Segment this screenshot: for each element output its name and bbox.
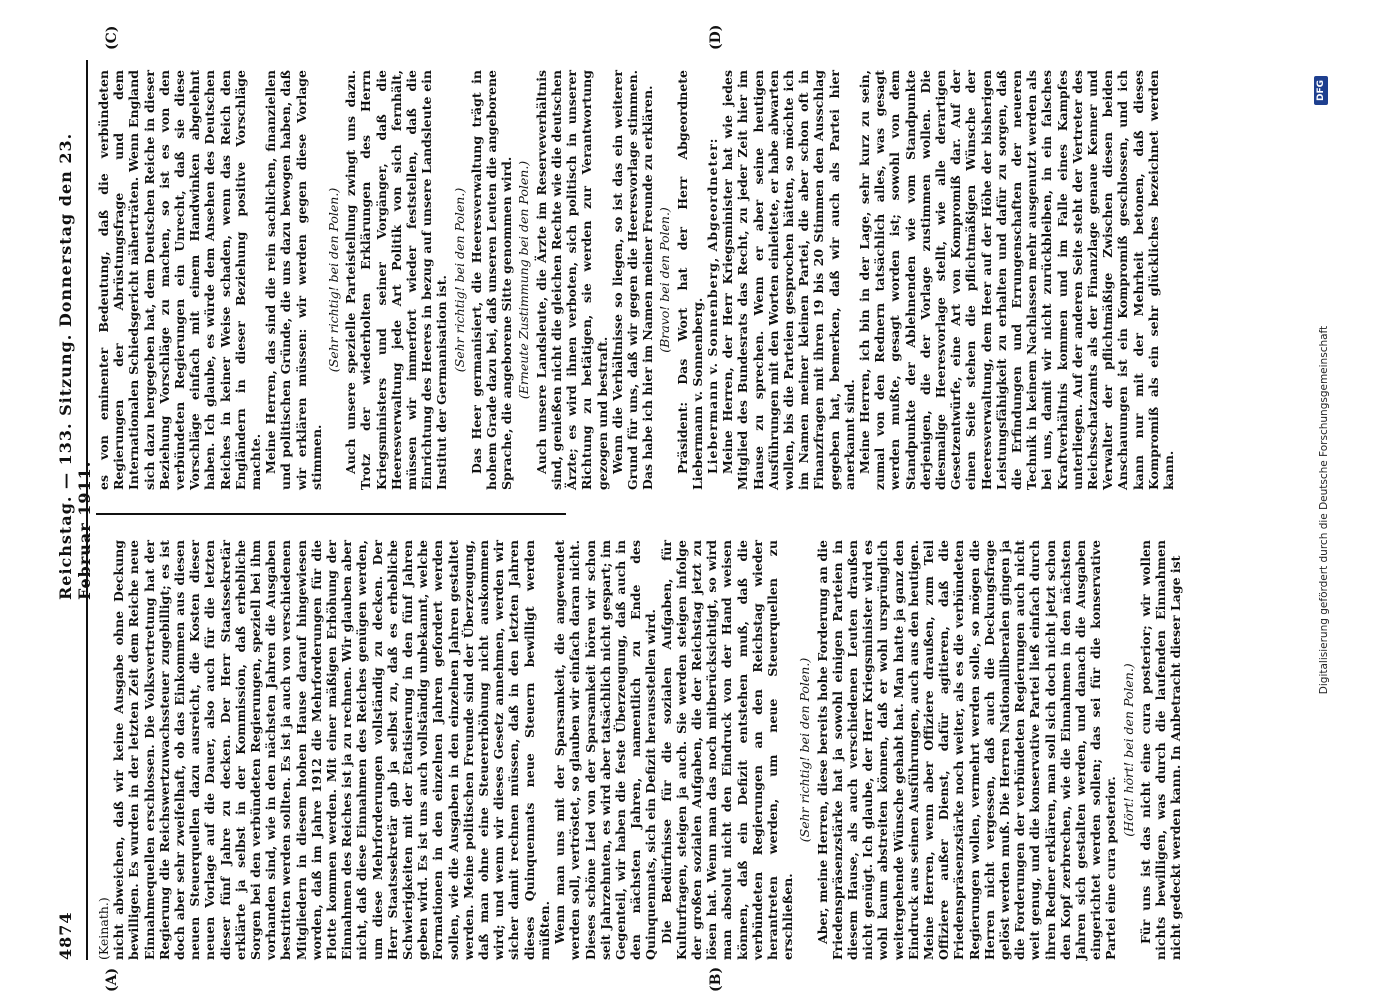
president-statement: Präsident: Das Wort hat der Herr Abgeordnete Liebermann v. Sonnenberg. xyxy=(674,70,705,490)
paragraph: Auch unsere spezielle Parteistellung zwingt uns dazu. Trotz der wiederholten Erklärungen des Herrn Kriegsministers und seiner Vorgänger, daß die Heeresverwaltung jede Art Politik von sich fernhält, müssen wir immerfort wieder feststellen, daß die Einrichtung des Heeres in bezug auf unsere Landsleute ein Institut der Germanisation ist. xyxy=(343,70,450,490)
paragraph: Wenn man uns mit der Sparsamkeit, die angewendet werden soll, vertröstet, so glauben wir einfach daran nicht. Dieses schöne Lied von der Sparsamkeit hören wir schon seit Jahrzehnten, es wird aber tatsächlich nicht gespart; im Gegenteil, wir haben die feste Überzeugung, daß auch in den nächsten Jahren, namentlich zu Ende des Quinquennats, sich ein Defizit herausstellen wird. xyxy=(552,540,659,960)
interjection: (Hört! hört! bei den Polen.) xyxy=(1120,663,1136,837)
interjection: (Sehr richtig! bei den Polen.) xyxy=(797,657,813,843)
paragraph: Wenn die Verhältnisse so liegen, so ist das ein weiterer Grund für uns, daß wir gegen die Heeresvorlage stimmen. Das habe ich hier im Namen meiner Freunde zu erklären. xyxy=(609,70,656,490)
dfg-logo: DFG xyxy=(1314,76,1328,105)
interjection: (Sehr richtig! bei den Polen.) xyxy=(326,187,342,373)
digitization-credit: Digitalisierung gefördert durch die Deutsche Forschungsgemeinschaft xyxy=(1318,325,1330,695)
paragraph: Meine Herren, der Herr Kriegsminister hat wie jedes Mitglied des Bundesrats das Recht, zu jeder Zeit hier im Hause zu sprechen. Wenn er aber seine heutigen Ausführungen mit den Worten einleitete, er habe abwarten wollen, bis die Parteien gesprochen hätten, so möchte ich im Namen meiner kleinen Partei, die aber schon oft in Finanzfragen mit ihren 19 bis 20 Stimmen den Ausschlag gegeben hat, bemerken, daß wir auch als Partei hier anerkannt sind. xyxy=(720,70,857,490)
paragraph: nicht abweichen, daß wir keine Ausgabe ohne Deckung bewilligen. Es wurden in der letzten Zeit dem Reiche neue Einnahmequellen erschlossen. Die Volksvertretung hat der Regierung die Reichswertzuwachssteuer zugebilligt; es ist doch aber sehr zweifelhaft, ob das Einkommen aus diesen neuen Steuerquellen dazu ausreicht, die Kosten dieser neuen Vorlage auf die Dauer, also auch für die letzten dieser fünf Jahre zu decken. Der Herr Staatssekretär erklärte ja selbst in der Kommission, daß erhebliche Sorgen bei den verbündeten Regierungen, speziell bei ihm vorhanden sind, wie in den nächsten Jahren die Ausgaben bestritten werden sollten. Es ist ja auch von verschiedenen Mitgliedern in diesem hohen Hause darauf hingewiesen worden, daß im Jahre 1912 die Mehrforderungen für die Flotte kommen werden. Mit einer mäßigen Erhöhung der Einnahmen des Reiches ist ja zu rechnen. Wir glauben aber nicht, daß diese Einnahmen des Reiches genügen werden, um diese Mehrforderungen vollständig zu decken. Der Herr Staatssekretär gab ja selbst zu, daß es erhebliche Schwierigkeiten mit der Etatisierung in den fünf Jahren geben wird. Es ist uns auch vollständig unbekannt, welche Formationen in den einzelnen Jahren gefordert werden sollen, wie die Ausgaben in den einzelnen Jahren gestaltet werden. Meine politischen Freunde sind der Überzeugung, daß man ohne eine Steuererhöhung nicht auskommen wird; und wenn wir dieses Gesetz annehmen, werden wir sicher damit rechnen müssen, daß in den letzten Jahren dieses Quinquennats neue Steuern bewilligt werden müßten. xyxy=(111,540,552,960)
interjection: (Bravo! bei den Polen.) xyxy=(657,207,673,353)
margin-marker-c: (C) xyxy=(104,25,120,50)
margin-marker-b: (B) xyxy=(708,966,724,992)
left-column xyxy=(96,540,1183,960)
paragraph: Meine Herren, ich bin in der Lage, sehr kurz zu sein, zumal von den Rednern tatsächlich alles, was gesagt werden mußte, gesagt worden ist; sowohl von dem Standpunkte der Ablehnenden wie vom Standpunkte derjenigen, die der Vorlage zustimmen wollen. Die diesmalige Heeresvorlage stellt, wie alle derartigen Gesetzentwürfe, eine Art von Kompromiß dar. Auf der einen Seite stehen die pflichtmäßigen Wünsche der Heeresverwaltung, dem Heer auf der Höhe der bisherigen Leistungsfähigkeit zu erhalten und dafür zu sorgen, daß die Erfindungen und Errungenschaften der neueren Technik in keinem Nachlassen mehr ausgenutzt werden als bei uns, damit wir nicht zurückbleiben, in ein falsches Kraftverhältnis kommen und im Falle eines Kampfes unterliegen. Auf der anderen Seite steht der Vertreter des Reichsschatzamts als der Finanzlage genaue Kenner und Verwalter der pflichtmäßige Zwischen diesen beiden Anschauungen ist ein Kompromiß geschlossen, und ich kann nur mit der Mehrheit betonen, daß dieses Kompromiß als ein sehr glückliches bezeichnet werden kann. xyxy=(856,70,1177,490)
right-column xyxy=(96,70,1176,490)
running-head xyxy=(56,60,94,960)
speaker-note: (Keinath.) xyxy=(96,897,111,960)
session-title: Reichstag. — 133. Sitzung. Donnerstag den 23. Februar 1911. xyxy=(56,132,94,600)
margin-marker-d: (D) xyxy=(708,24,724,50)
paragraph: Die Bedürfnisse für die sozialen Aufgaben, für Kulturfragen, steigen ja auch. Sie werden steigen infolge der großen sozialen Aufgaben, die der Reichstag jetzt zu lösen hat. Wenn man das noch mitberücksichtigt, so wird man absolut nicht den Eindruck von der Hand weisen können, daß ein Defizit entstehen muß, daß die verbündeten Regierungen an den Reichstag wieder herantreten werden, um neue Steuerquellen zu erschließen. xyxy=(658,540,796,960)
interjection: (Sehr richtig! bei den Polen.) xyxy=(451,187,467,373)
document-page xyxy=(8,24,1348,992)
margin-marker-a: (A) xyxy=(104,967,120,992)
paragraph: Das Heer germanisiert, die Heeresverwaltung trägt in hohem Grade dazu bei, daß unseren Leuten die angeborene Sprache, die angeborene Sitte genommen wird. xyxy=(468,70,515,490)
column-rule xyxy=(96,513,566,515)
paragraph: Aber, meine Herren, diese bereits hohe Forderung an die Friedenspräsenzstärke hat ja sowohl einigen Parteien in diesem Hause, als auch verschiedenen Leuten draußen nicht genügt. Ich glaube, der Herr Kriegsminister wird es wohl kaum abstreiten können, daß er wohl ursprünglich weitergehende Wünsche gehabt hat. Man hatte ja ganz den Eindruck aus seinen Ausführungen, auch aus den heutigen. Meine Herren, wenn aber Offiziere draußen, zum Teil Offiziere außer Dienst, dafür agitieren, daß die Friedenspräsenzstärke noch weiter, als es die verbündeten Regierungen wollen, vermehrt werden solle, so mögen die Herren nicht vergessen, daß auch die Deckungsfrage gelöst werden muß. Die Herren Nationalliberalen gingen ja die Forderungen der verbündeten Regierungen auch nicht weit genug, und die konservative Partei ließ einfach durch ihren Redner erklären, man soll sich doch nicht jetzt schon den Kopf zerbrechen, wie die Einnahmen in den nächsten Jahren sich gestalten werden, und danach die Ausgaben eingerichtet werden sollen; das sei für die konservative Partei eine cura posterior. xyxy=(814,540,1119,960)
paragraph: Für uns ist das nicht eine cura posterior; wir wollen nichts bewilligen, was durch die laufenden Einnahmen nicht gedeckt werden kann. In Anbetracht dieser Lage ist xyxy=(1137,540,1184,960)
interjection: (Erneute Zustimmung bei den Polen.) xyxy=(516,160,532,400)
page-number: 4874 xyxy=(56,911,75,960)
speaker-name: Liebermann v. Sonnenberg, Abgeordneter: xyxy=(704,137,720,474)
paragraph: Auch unsere Landsleute, die Ärzte im Reserveverhältnis sind, genießen nicht die gleichen Rechte wie die deutschen Ärzte; es wird ihnen verboten, sich politisch in unserer Richtung zu betätigen, sie werden zur Verantwortung gezogen und bestraft. xyxy=(533,70,610,490)
paragraph: es von eminenter Bedeutung, daß die verbündeten Regierungen der Abrüstungsfrage und dem Internationalen Schiedsgericht näherträten. Wenn England sich dazu hergegeben hat, dem Deutschen Reiche in dieser Beziehung Vorschläge zu machen, so ist es von den verbündeten Regierungen ein Unrecht, daß sie diese Vorschläge einfach mit einem Handwinken abgelehnt haben. Ich glaube, es würde dem Ansehen des Deutschen Reiches in keiner Weise schaden, wenn das Reich den Engländern in dieser Beziehung positive Vorschläge machte. xyxy=(96,70,264,490)
head-rule xyxy=(86,60,88,960)
paragraph: Meine Herren, das sind die rein sachlichen, finanziellen und politischen Gründe, die uns dazu bewogen haben, daß wir erklären müssen: wir werden gegen diese Vorlage stimmen. xyxy=(263,70,324,490)
